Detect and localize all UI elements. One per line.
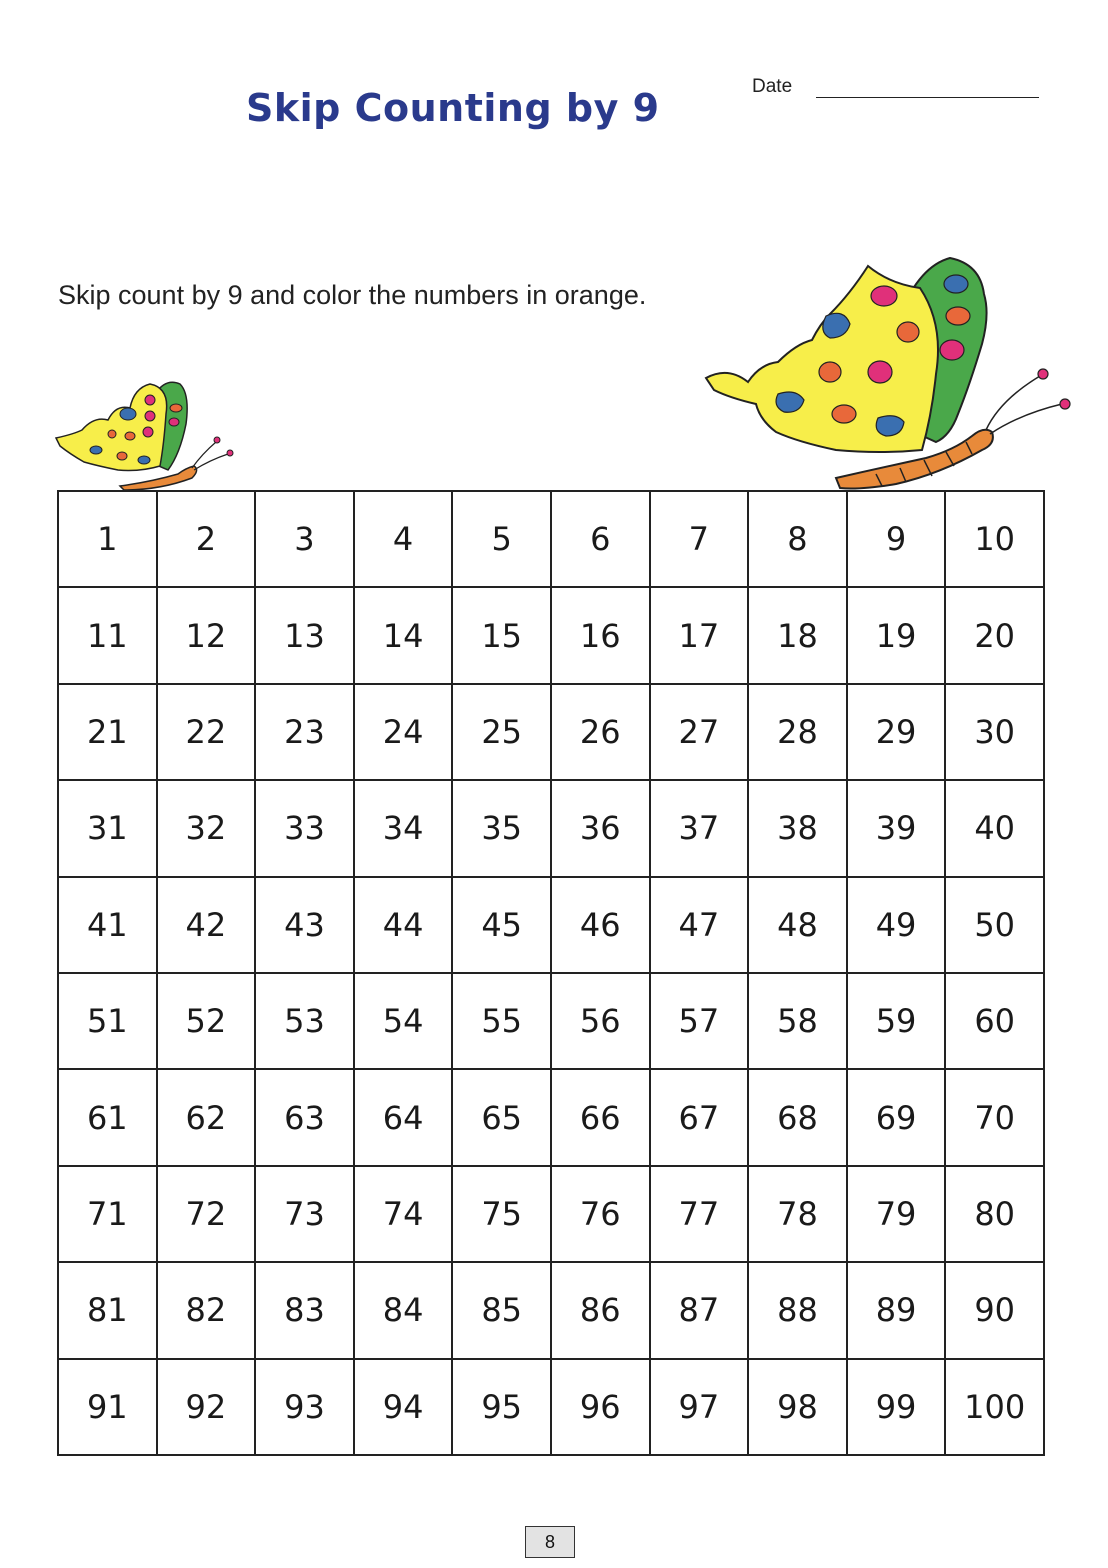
number-cell[interactable]: 97	[650, 1359, 749, 1455]
number-cell[interactable]: 17	[650, 587, 749, 683]
number-cell[interactable]: 94	[354, 1359, 453, 1455]
number-cell[interactable]: 10	[945, 491, 1044, 587]
number-cell[interactable]: 77	[650, 1166, 749, 1262]
number-cell[interactable]: 22	[157, 684, 256, 780]
number-cell[interactable]: 1	[58, 491, 157, 587]
number-cell[interactable]: 59	[847, 973, 946, 1069]
number-cell[interactable]: 75	[452, 1166, 551, 1262]
number-cell[interactable]: 82	[157, 1262, 256, 1358]
number-cell[interactable]: 88	[748, 1262, 847, 1358]
chart-row	[58, 973, 1044, 1069]
number-cell[interactable]: 57	[650, 973, 749, 1069]
chart-row	[58, 1069, 1044, 1165]
number-cell[interactable]: 51	[58, 973, 157, 1069]
chart-row	[58, 587, 1044, 683]
butterfly-small-icon	[50, 374, 240, 496]
number-cell[interactable]: 45	[452, 877, 551, 973]
number-cell[interactable]: 74	[354, 1166, 453, 1262]
chart-row	[58, 877, 1044, 973]
number-cell[interactable]: 47	[650, 877, 749, 973]
number-cell[interactable]: 61	[58, 1069, 157, 1165]
page-number: 8	[525, 1526, 575, 1558]
number-cell[interactable]: 60	[945, 973, 1044, 1069]
number-cell[interactable]: 52	[157, 973, 256, 1069]
date-field-line[interactable]	[816, 97, 1039, 98]
number-cell[interactable]: 87	[650, 1262, 749, 1358]
number-cell[interactable]: 66	[551, 1069, 650, 1165]
number-cell[interactable]: 20	[945, 587, 1044, 683]
number-cell[interactable]: 11	[58, 587, 157, 683]
number-cell[interactable]: 83	[255, 1262, 354, 1358]
number-cell[interactable]: 50	[945, 877, 1044, 973]
number-cell[interactable]: 5	[452, 491, 551, 587]
chart-row	[58, 491, 1044, 587]
number-cell[interactable]: 6	[551, 491, 650, 587]
butterfly-large-icon	[700, 254, 1078, 492]
number-cell[interactable]: 86	[551, 1262, 650, 1358]
number-cell[interactable]: 2	[157, 491, 256, 587]
number-cell[interactable]: 73	[255, 1166, 354, 1262]
number-cell[interactable]: 58	[748, 973, 847, 1069]
number-cell[interactable]: 34	[354, 780, 453, 876]
number-cell[interactable]: 49	[847, 877, 946, 973]
chart-row	[58, 684, 1044, 780]
number-cell[interactable]: 21	[58, 684, 157, 780]
number-cell[interactable]: 100	[945, 1359, 1044, 1455]
number-cell[interactable]: 98	[748, 1359, 847, 1455]
number-cell[interactable]: 42	[157, 877, 256, 973]
number-cell[interactable]: 9	[847, 491, 946, 587]
instruction-text: Skip count by 9 and color the numbers in orange.	[58, 280, 647, 310]
number-cell[interactable]: 76	[551, 1166, 650, 1262]
number-cell[interactable]: 39	[847, 780, 946, 876]
number-cell[interactable]: 19	[847, 587, 946, 683]
number-cell[interactable]: 96	[551, 1359, 650, 1455]
number-cell[interactable]: 56	[551, 973, 650, 1069]
number-cell[interactable]: 65	[452, 1069, 551, 1165]
number-cell[interactable]: 71	[58, 1166, 157, 1262]
number-cell[interactable]: 84	[354, 1262, 453, 1358]
number-cell[interactable]: 25	[452, 684, 551, 780]
number-cell[interactable]: 28	[748, 684, 847, 780]
number-cell[interactable]: 62	[157, 1069, 256, 1165]
number-cell[interactable]: 69	[847, 1069, 946, 1165]
number-cell[interactable]: 43	[255, 877, 354, 973]
number-cell[interactable]: 70	[945, 1069, 1044, 1165]
number-cell[interactable]: 46	[551, 877, 650, 973]
number-cell[interactable]: 72	[157, 1166, 256, 1262]
number-cell[interactable]: 13	[255, 587, 354, 683]
number-cell[interactable]: 29	[847, 684, 946, 780]
page-title: Skip Counting by 9	[246, 86, 660, 130]
number-cell[interactable]: 67	[650, 1069, 749, 1165]
number-cell[interactable]: 78	[748, 1166, 847, 1262]
chart-row	[58, 1359, 1044, 1455]
number-cell[interactable]: 23	[255, 684, 354, 780]
number-cell[interactable]: 79	[847, 1166, 946, 1262]
number-cell[interactable]: 24	[354, 684, 453, 780]
number-cell[interactable]: 26	[551, 684, 650, 780]
number-cell[interactable]: 41	[58, 877, 157, 973]
number-cell[interactable]: 7	[650, 491, 749, 587]
number-cell[interactable]: 55	[452, 973, 551, 1069]
hundred-chart	[57, 490, 1045, 1456]
chart-row	[58, 1166, 1044, 1262]
number-cell[interactable]: 16	[551, 587, 650, 683]
number-cell[interactable]: 33	[255, 780, 354, 876]
chart-row	[58, 780, 1044, 876]
number-cell[interactable]: 15	[452, 587, 551, 683]
number-cell[interactable]: 27	[650, 684, 749, 780]
number-cell[interactable]: 48	[748, 877, 847, 973]
number-cell[interactable]: 3	[255, 491, 354, 587]
number-cell[interactable]: 99	[847, 1359, 946, 1455]
number-cell[interactable]: 4	[354, 491, 453, 587]
number-cell[interactable]: 64	[354, 1069, 453, 1165]
number-cell[interactable]: 18	[748, 587, 847, 683]
number-cell[interactable]: 31	[58, 780, 157, 876]
number-cell[interactable]: 85	[452, 1262, 551, 1358]
number-cell[interactable]: 95	[452, 1359, 551, 1455]
number-cell[interactable]: 44	[354, 877, 453, 973]
number-cell[interactable]: 32	[157, 780, 256, 876]
number-cell[interactable]: 36	[551, 780, 650, 876]
number-cell[interactable]: 91	[58, 1359, 157, 1455]
number-cell[interactable]: 38	[748, 780, 847, 876]
number-cell[interactable]: 12	[157, 587, 256, 683]
number-cell[interactable]: 37	[650, 780, 749, 876]
number-cell[interactable]: 81	[58, 1262, 157, 1358]
date-label: Date	[752, 76, 793, 97]
number-cell[interactable]: 93	[255, 1359, 354, 1455]
number-cell[interactable]: 90	[945, 1262, 1044, 1358]
number-cell[interactable]: 8	[748, 491, 847, 587]
number-cell[interactable]: 80	[945, 1166, 1044, 1262]
number-cell[interactable]: 30	[945, 684, 1044, 780]
number-cell[interactable]: 35	[452, 780, 551, 876]
number-cell[interactable]: 14	[354, 587, 453, 683]
number-cell[interactable]: 54	[354, 973, 453, 1069]
chart-row	[58, 1262, 1044, 1358]
number-cell[interactable]: 89	[847, 1262, 946, 1358]
number-cell[interactable]: 53	[255, 973, 354, 1069]
number-cell[interactable]: 40	[945, 780, 1044, 876]
number-cell[interactable]: 92	[157, 1359, 256, 1455]
number-cell[interactable]: 68	[748, 1069, 847, 1165]
number-cell[interactable]: 63	[255, 1069, 354, 1165]
